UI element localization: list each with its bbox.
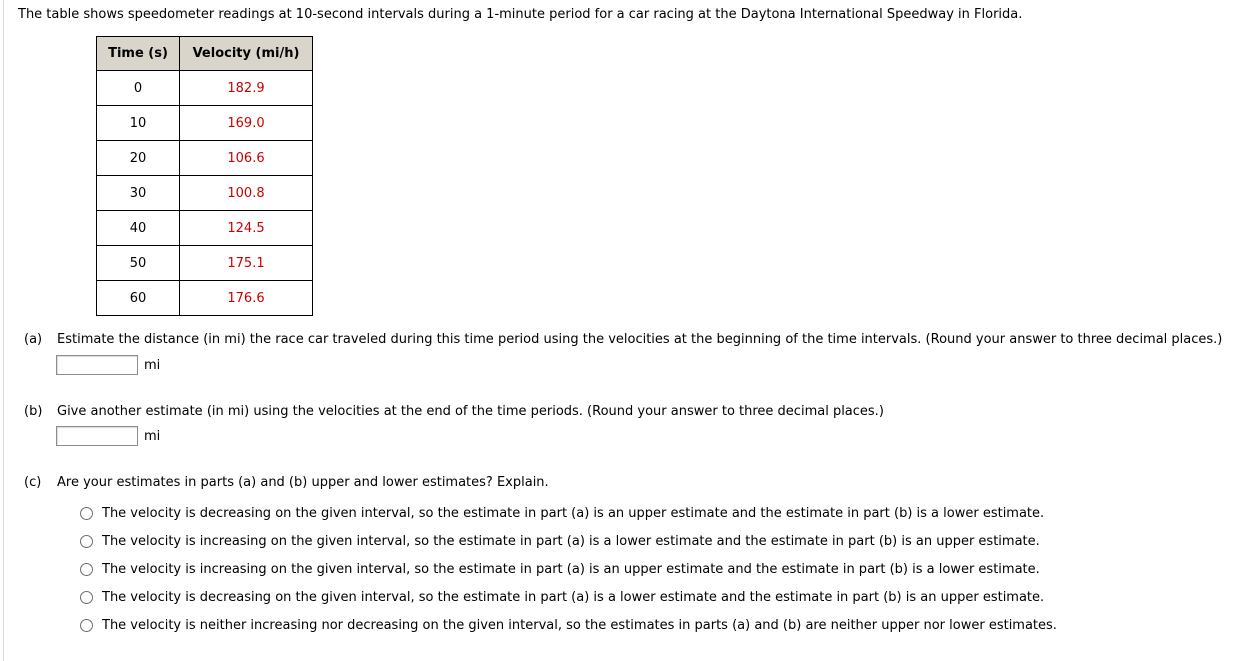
velocity-cell: 124.5: [180, 211, 313, 246]
option-label: The velocity is decreasing on the given interval, so the estimate in part (a) is an upper estimate and the estimate in part (b) is a lower estimate.: [102, 506, 1045, 522]
table-row: [97, 106, 313, 141]
part-a-answer-row: [56, 354, 160, 376]
time-cell: 10: [97, 106, 180, 141]
time-cell: 60: [97, 281, 180, 316]
velocity-cell: 169.0: [180, 106, 313, 141]
speedometer-table: [96, 36, 313, 316]
part-c-text: Are your estimates in parts (a) and (b) upper and lower estimates? Explain.: [57, 475, 549, 490]
velocity-cell: 106.6: [180, 141, 313, 176]
table-row: [97, 141, 313, 176]
table-row: [97, 71, 313, 106]
table-header-row: [97, 37, 313, 71]
velocity-column-header: Velocity (mi/h): [180, 37, 313, 71]
part-a-unit: mi: [144, 357, 161, 373]
option-neither[interactable]: [80, 611, 1057, 639]
part-b-label: (b): [24, 404, 43, 419]
radio-button[interactable]: [80, 507, 93, 520]
option-label: The velocity is decreasing on the given interval, so the estimate in part (a) is a lower estimate and the estimate in part (b) is an upper estimate.: [102, 589, 1045, 605]
table-row: [97, 176, 313, 211]
radio-button[interactable]: [80, 619, 93, 632]
option-label: The velocity is increasing on the given interval, so the estimate in part (a) is a lower estimate and the estimate in part (b) is an upper estimate.: [102, 534, 1040, 550]
part-b-unit: mi: [144, 428, 161, 444]
radio-button[interactable]: [80, 591, 93, 604]
part-b-question: [24, 404, 884, 420]
velocity-cell: 100.8: [180, 176, 313, 211]
option-increasing-a-upper[interactable]: [80, 556, 1057, 584]
radio-button[interactable]: [80, 563, 93, 576]
time-column-header: Time (s): [97, 37, 180, 71]
part-c-question: [24, 475, 549, 491]
option-label: The velocity is increasing on the given interval, so the estimate in part (a) is an upper estimate and the estimate in part (b) is a lower estimate.: [102, 561, 1040, 577]
left-border: [3, 0, 4, 661]
table-row: [97, 211, 313, 246]
time-cell: 0: [97, 71, 180, 106]
time-cell: 50: [97, 246, 180, 281]
option-label: The velocity is neither increasing nor decreasing on the given interval, so the estimates in parts (a) and (b) are neither upper nor lower estimates.: [102, 617, 1057, 633]
velocity-cell: 176.6: [180, 281, 313, 316]
time-cell: 30: [97, 176, 180, 211]
part-c-label: (c): [24, 475, 42, 490]
time-cell: 40: [97, 211, 180, 246]
option-increasing-a-lower[interactable]: [80, 528, 1057, 556]
velocity-cell: 182.9: [180, 71, 313, 106]
part-c-options: [80, 500, 1057, 639]
problem-intro: The table shows speedometer readings at 10-second intervals during a 1-minute period for a car racing at the Daytona International Speedway in Florida.: [18, 7, 1023, 22]
option-decreasing-a-lower[interactable]: [80, 583, 1057, 611]
part-b-answer-input[interactable]: [56, 426, 138, 446]
part-b-answer-row: [56, 425, 160, 447]
option-decreasing-a-upper[interactable]: [80, 500, 1057, 528]
table-row: [97, 246, 313, 281]
part-b-text: Give another estimate (in mi) using the velocities at the end of the time periods. (Round your answer to three decimal places.): [57, 404, 884, 419]
velocity-cell: 175.1: [180, 246, 313, 281]
part-a-label: (a): [24, 332, 43, 347]
table-row: [97, 281, 313, 316]
part-a-answer-input[interactable]: [56, 355, 138, 375]
radio-button[interactable]: [80, 535, 93, 548]
time-cell: 20: [97, 141, 180, 176]
part-a-question: [24, 332, 1222, 348]
part-a-text: Estimate the distance (in mi) the race car traveled during this time period using the velocities at the beginning of the time intervals. (Round your answer to three decimal places.): [57, 332, 1223, 347]
